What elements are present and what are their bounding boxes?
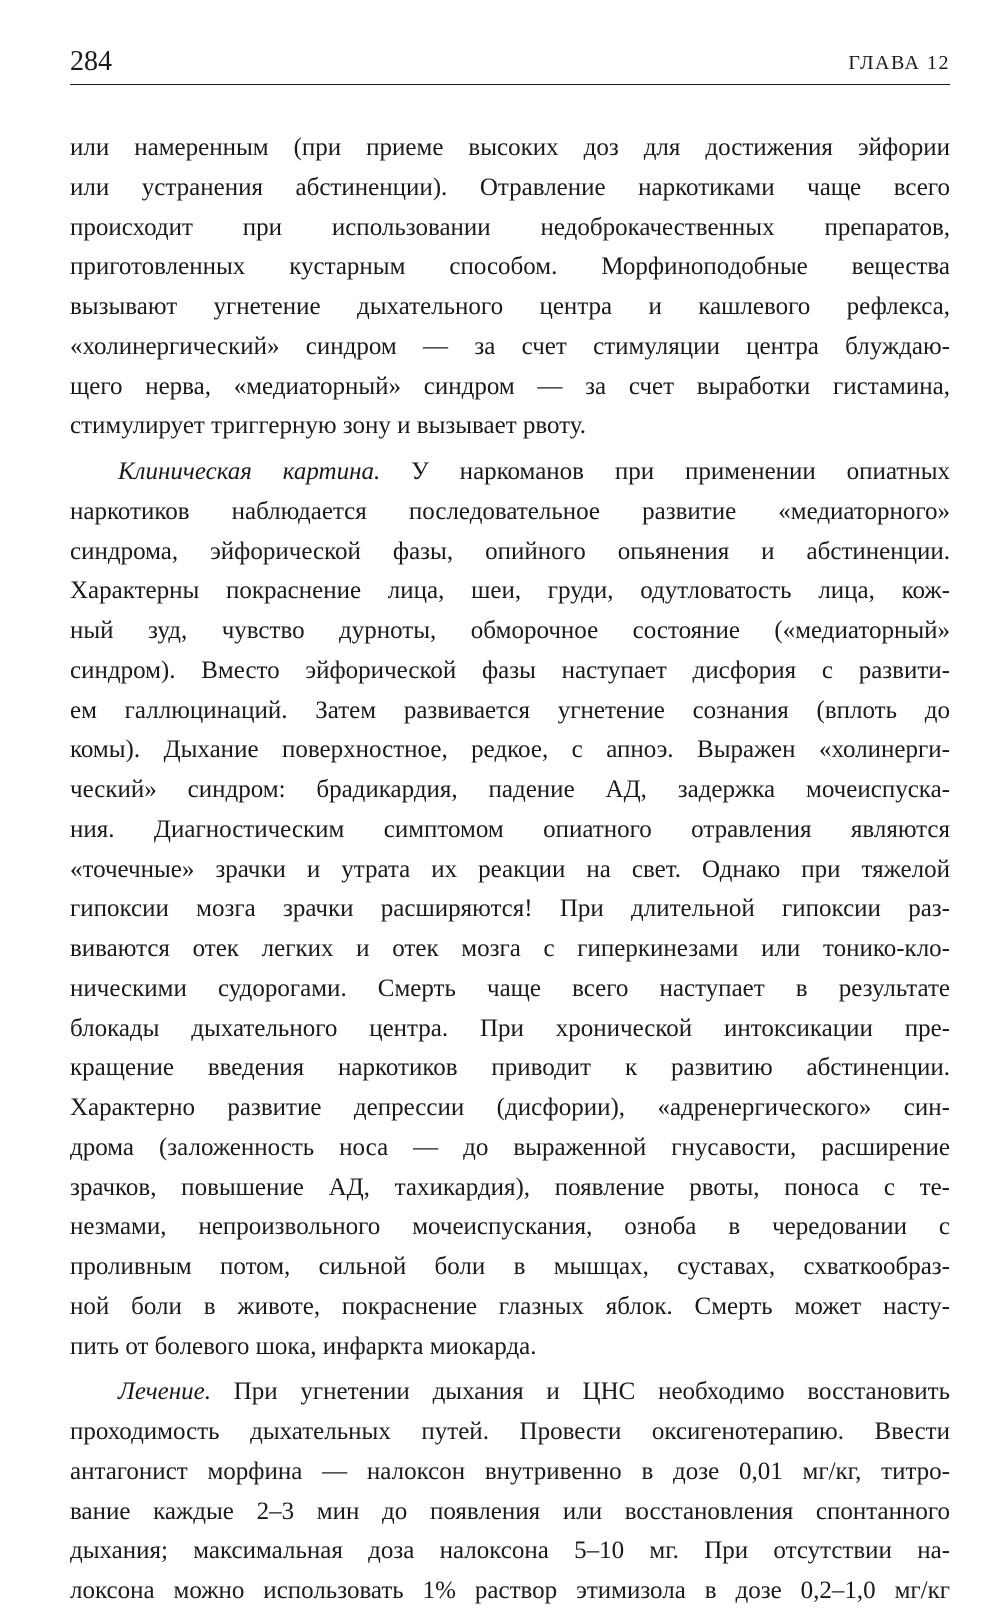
text-line: синдром). Вместо эйфорической фазы наступает дисфория с развити- bbox=[70, 656, 950, 684]
text-line: стимулирует триггерную зону и вызывает рвоту. bbox=[70, 412, 587, 440]
paragraph-treatment bbox=[70, 1372, 950, 1611]
text-line: ческий» синдром: брадикардия, падение АД, задержка мочеиспуска- bbox=[70, 776, 950, 803]
body-text bbox=[70, 128, 950, 1611]
text-line: щего нерва, «медиаторный» синдром — за счет выработки гистамина, bbox=[70, 372, 950, 400]
text-line: антагонист морфина — налоксон внутривенно в дозе 0,01 мг/кг, титро- bbox=[70, 1457, 950, 1485]
running-header bbox=[70, 44, 950, 80]
header-rule bbox=[70, 84, 950, 85]
text-line: Характерны покраснение лица, шеи, груди, одутловатость лица, кож- bbox=[70, 577, 950, 605]
run-in-text: При угнетении дыхания и ЦНС необходимо восстановить bbox=[210, 1378, 950, 1406]
text-line: синдрома, эйфорической фазы, опийного опьянения и абстиненции. bbox=[70, 537, 950, 565]
paragraph-clinical-picture bbox=[70, 452, 950, 1366]
text-line: «холинергический» синдром — за счет стимуляции центра блуждаю- bbox=[70, 332, 950, 360]
run-in-heading: Лечение. bbox=[118, 1378, 211, 1406]
text-line: блокады дыхательного центра. При хронической интоксикации пре- bbox=[70, 1014, 950, 1042]
text-line: наркотиков наблюдается последовательное развитие «медиаторного» bbox=[70, 497, 950, 525]
run-in-text: У наркоманов при применении опиатных bbox=[380, 458, 950, 485]
text-line: проходимость дыхательных путей. Провести оксигенотерапию. Ввести bbox=[70, 1418, 950, 1445]
paragraph-1 bbox=[70, 128, 950, 446]
text-line: пить от болевого шока, инфаркта миокарда. bbox=[70, 1332, 537, 1360]
text-line: комы). Дыхание поверхностное, редкое, с апноэ. Выражен «холинерги- bbox=[70, 736, 950, 764]
text-line: дрома (заложенность носа — до выраженной гнусавости, расширение bbox=[70, 1133, 950, 1161]
run-in-heading: Клиническая картина. bbox=[118, 458, 381, 485]
text-line: кращение введения наркотиков приводит к развитию абстиненции. bbox=[70, 1054, 950, 1082]
text-line bbox=[70, 452, 950, 492]
text-line: дыхания; максимальная доза налоксона 5–10 мг. При отсутствии на- bbox=[70, 1537, 950, 1565]
text-line: ния. Диагностическим симптомом опиатного отравления являются bbox=[70, 815, 950, 843]
text-line: вание каждые 2–3 мин до появления или восстановления спонтанного bbox=[70, 1497, 950, 1525]
text-line: ем галлюцинаций. Затем развивается угнетение сознания (вплоть до bbox=[70, 696, 950, 724]
text-line: приготовленных кустарным способом. Морфиноподобные вещества bbox=[70, 253, 950, 281]
text-line: или намеренным (при приеме высоких доз для достижения эйфории bbox=[70, 134, 950, 161]
text-line: ной боли в животе, покраснение глазных яблок. Смерть может насту- bbox=[70, 1292, 950, 1320]
text-line: проливным потом, сильной боли в мышцах, суставах, схваткообраз- bbox=[70, 1253, 950, 1280]
text-line bbox=[70, 1372, 950, 1412]
text-line: локсона можно использовать 1% раствор этимизола в дозе 0,2–1,0 мг/кг bbox=[70, 1577, 950, 1604]
text-line: виваются отек легких и отек мозга с гиперкинезами или тонико-кло- bbox=[70, 935, 950, 962]
text-line: гипоксии мозга зрачки расширяются! При длительной гипоксии раз- bbox=[70, 895, 950, 923]
text-line: ный зуд, чувство дурноты, обморочное состояние («медиаторный» bbox=[70, 617, 950, 644]
text-line: или устранения абстиненции). Отравление наркотиками чаще всего bbox=[70, 173, 950, 201]
text-line: происходит при использовании недоброкачественных препаратов, bbox=[70, 213, 950, 241]
chapter-label: ГЛАВА 12 bbox=[848, 52, 950, 74]
text-line: Характерно развитие депрессии (дисфории), «адренергического» син- bbox=[70, 1094, 950, 1121]
page-number: 284 bbox=[70, 46, 112, 77]
text-line: зрачков, повышение АД, тахикардия), появление рвоты, поноса с те- bbox=[70, 1173, 950, 1201]
text-line: «точечные» зрачки и утрата их реакции на свет. Однако при тяжелой bbox=[70, 855, 950, 883]
text-line: ническими судорогами. Смерть чаще всего наступает в результате bbox=[70, 974, 950, 1002]
text-line: незмами, непроизвольного мочеиспускания, озноба в чередовании с bbox=[70, 1213, 950, 1241]
text-line: вызывают угнетение дыхательного центра и кашлевого рефлекса, bbox=[70, 293, 950, 320]
